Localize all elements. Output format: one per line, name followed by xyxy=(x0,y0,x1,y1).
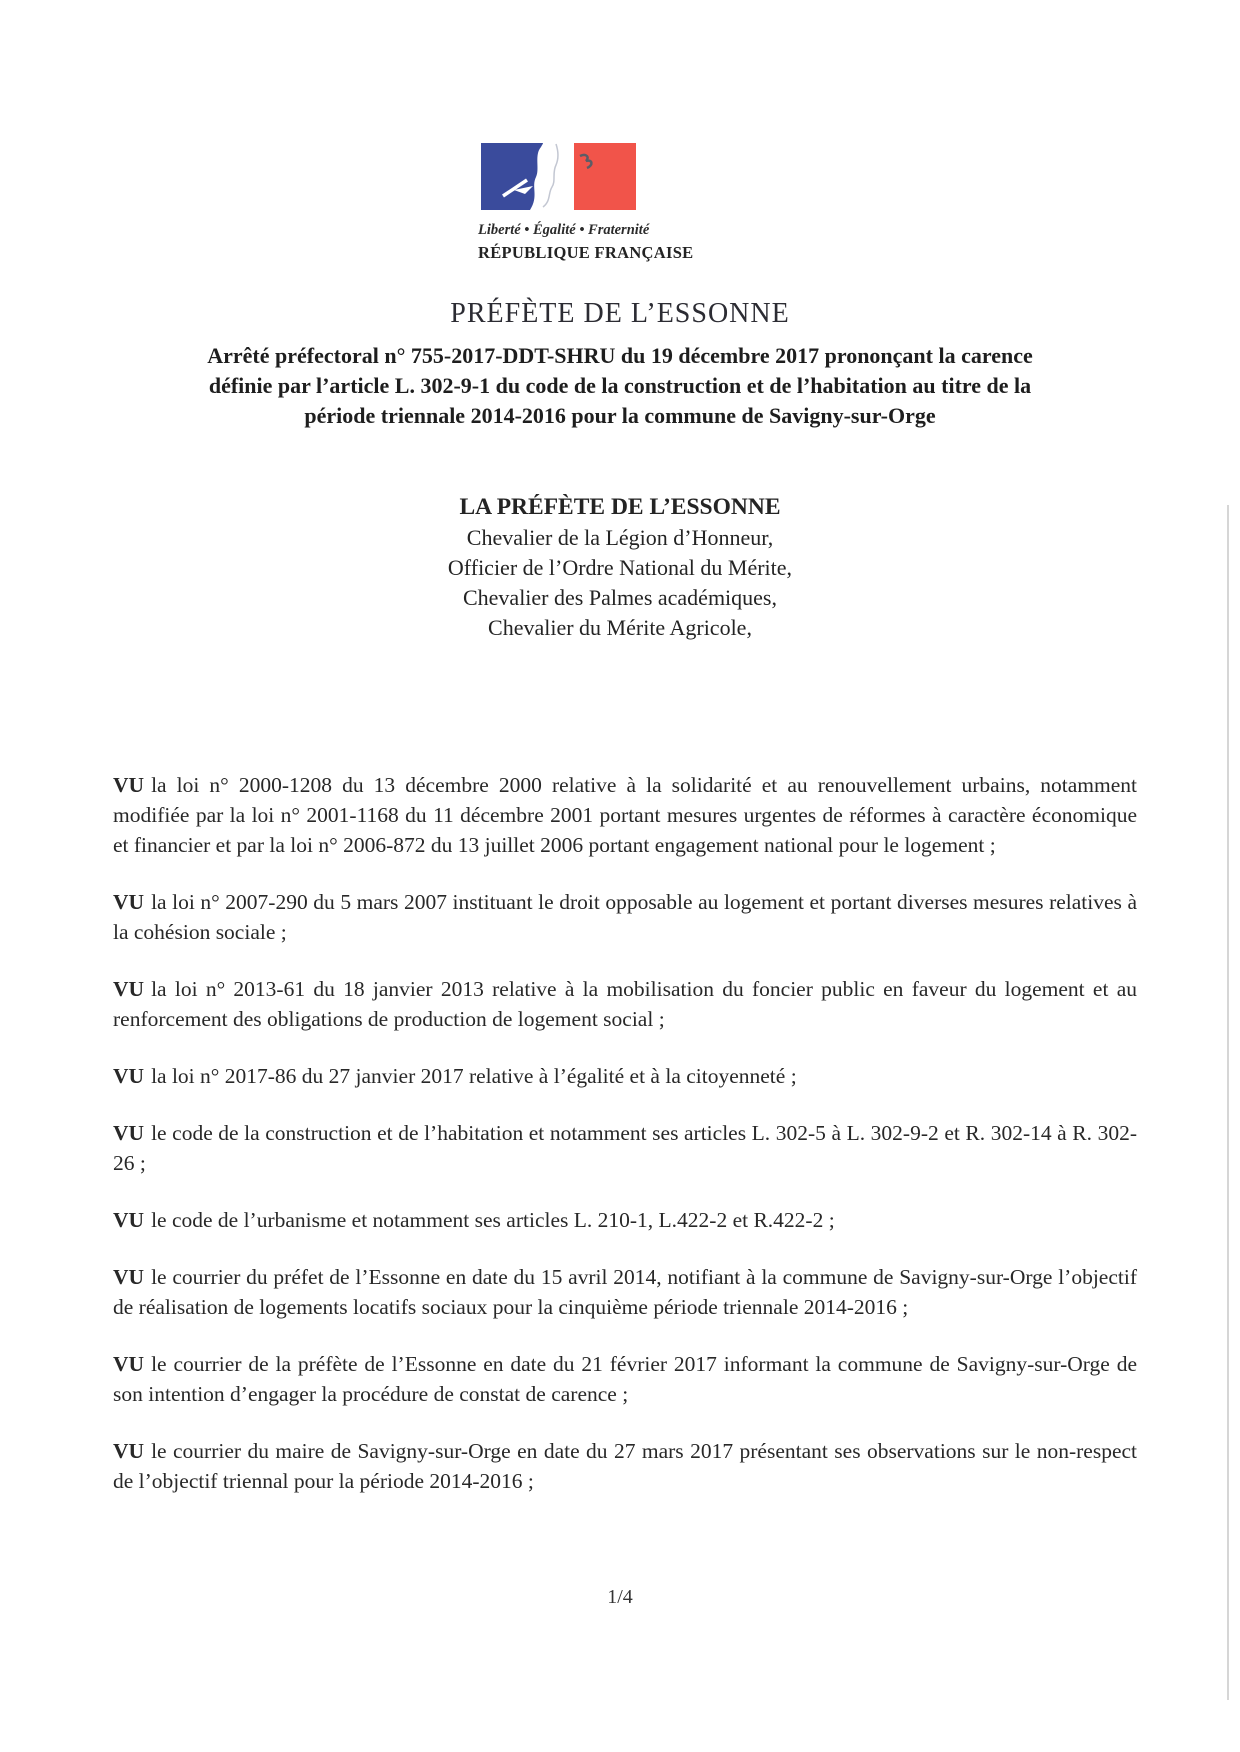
recital-paragraph xyxy=(113,1349,1137,1409)
recital-paragraph xyxy=(113,770,1137,860)
arrete-title xyxy=(110,341,1130,431)
recital-vu-label: VU xyxy=(113,890,145,914)
recital-vu-label: VU xyxy=(113,1208,145,1232)
recitals-section xyxy=(113,770,1137,1523)
recital-text: le courrier de la préfète de l’Essonne en date du 21 février 2017 informant la commune de Savigny-sur-Orge de son intention d’engager la procédure de constat de carence ; xyxy=(113,1352,1137,1406)
arrete-title-line-3: période triennale 2014-2016 pour la commune de Savigny-sur-Orge xyxy=(304,403,936,428)
recital-vu-label: VU xyxy=(113,1352,145,1376)
republique-francaise-logo xyxy=(478,143,694,263)
recital-text: le courrier du maire de Savigny-sur-Orge en date du 27 mars 2017 présentant ses observations sur le non-respect de l’objectif triennal pour la période 2014-2016 ; xyxy=(113,1439,1137,1493)
recital-paragraph xyxy=(113,1205,1137,1235)
recital-paragraph xyxy=(113,974,1137,1034)
recital-text: le code de l’urbanisme et notamment ses articles L. 210-1, L.422-2 et R.422-2 ; xyxy=(151,1208,835,1232)
page-number: 1/4 xyxy=(607,1586,633,1608)
arrete-title-line-2: définie par l’article L. 302-9-1 du code de la construction et de l’habitation au titre de la xyxy=(208,373,1032,398)
authority-honor-line: Chevalier de la Légion d’Honneur, xyxy=(466,525,774,550)
arrete-title-line-1: Arrêté préfectoral n° 755-2017-DDT-SHRU du 19 décembre 2017 prononçant la carence xyxy=(207,343,1033,368)
recital-text: la loi n° 2017-86 du 27 janvier 2017 relative à l’égalité et à la citoyenneté ; xyxy=(151,1064,797,1088)
authority-honor-line: Chevalier du Mérite Agricole, xyxy=(488,615,752,640)
recital-text: la loi n° 2007-290 du 5 mars 2007 instituant le droit opposable au logement et portant diverses mesures relatives à la cohésion sociale ; xyxy=(113,890,1137,944)
recital-paragraph xyxy=(113,1061,1137,1091)
recital-paragraph xyxy=(113,1262,1137,1322)
recital-text: la loi n° 2013-61 du 18 janvier 2013 relative à la mobilisation du foncier public en faveur du logement et au renforcement des obligations de production de logement social ; xyxy=(113,977,1137,1031)
recital-text: le code de la construction et de l’habitation et notamment ses articles L. 302-5 à L. 302-9-2 et R. 302-14 à R. 302-26 ; xyxy=(113,1121,1137,1175)
recital-vu-label: VU xyxy=(113,1439,145,1463)
recital-vu-label: VU xyxy=(113,977,145,1001)
authority-honor-line: Officier de l’Ordre National du Mérite, xyxy=(447,555,793,580)
authority-block xyxy=(0,492,1240,643)
recital-vu-label: VU xyxy=(113,773,145,797)
marianne-flag-icon xyxy=(481,143,636,210)
recital-text: le courrier du préfet de l’Essonne en date du 15 avril 2014, notifiant à la commune de Savigny-sur-Orge l’objectif de réalisation de logements locatifs sociaux pour la cinquième période triennale 2014-2016 ; xyxy=(113,1265,1137,1319)
recital-vu-label: VU xyxy=(113,1121,145,1145)
recital-vu-label: VU xyxy=(113,1064,145,1088)
prefecture-title: PRÉFÈTE DE L’ESSONNE xyxy=(450,298,790,329)
recital-paragraph xyxy=(113,1436,1137,1496)
recital-paragraph xyxy=(113,887,1137,947)
scan-edge-line xyxy=(1227,505,1229,1700)
logo-republic-name: RÉPUBLIQUE FRANÇAISE xyxy=(478,243,694,262)
recital-text: la loi n° 2000-1208 du 13 décembre 2000 relative à la solidarité et au renouvellement urbains, notamment modifiée par la loi n° 2001-1168 du 11 décembre 2001 portant mesures urgentes de réformes à caractère économique et financier et par la loi n° 2006-872 du 13 juillet 2006 portant engagement national pour le logement ; xyxy=(113,773,1137,857)
recital-paragraph xyxy=(113,1118,1137,1178)
recital-vu-label: VU xyxy=(113,1265,145,1289)
authority-honor-line: Chevalier des Palmes académiques, xyxy=(462,585,777,610)
logo-motto: Liberté • Égalité • Fraternité xyxy=(478,222,650,238)
authority-title: LA PRÉFÈTE DE L’ESSONNE xyxy=(459,494,781,520)
